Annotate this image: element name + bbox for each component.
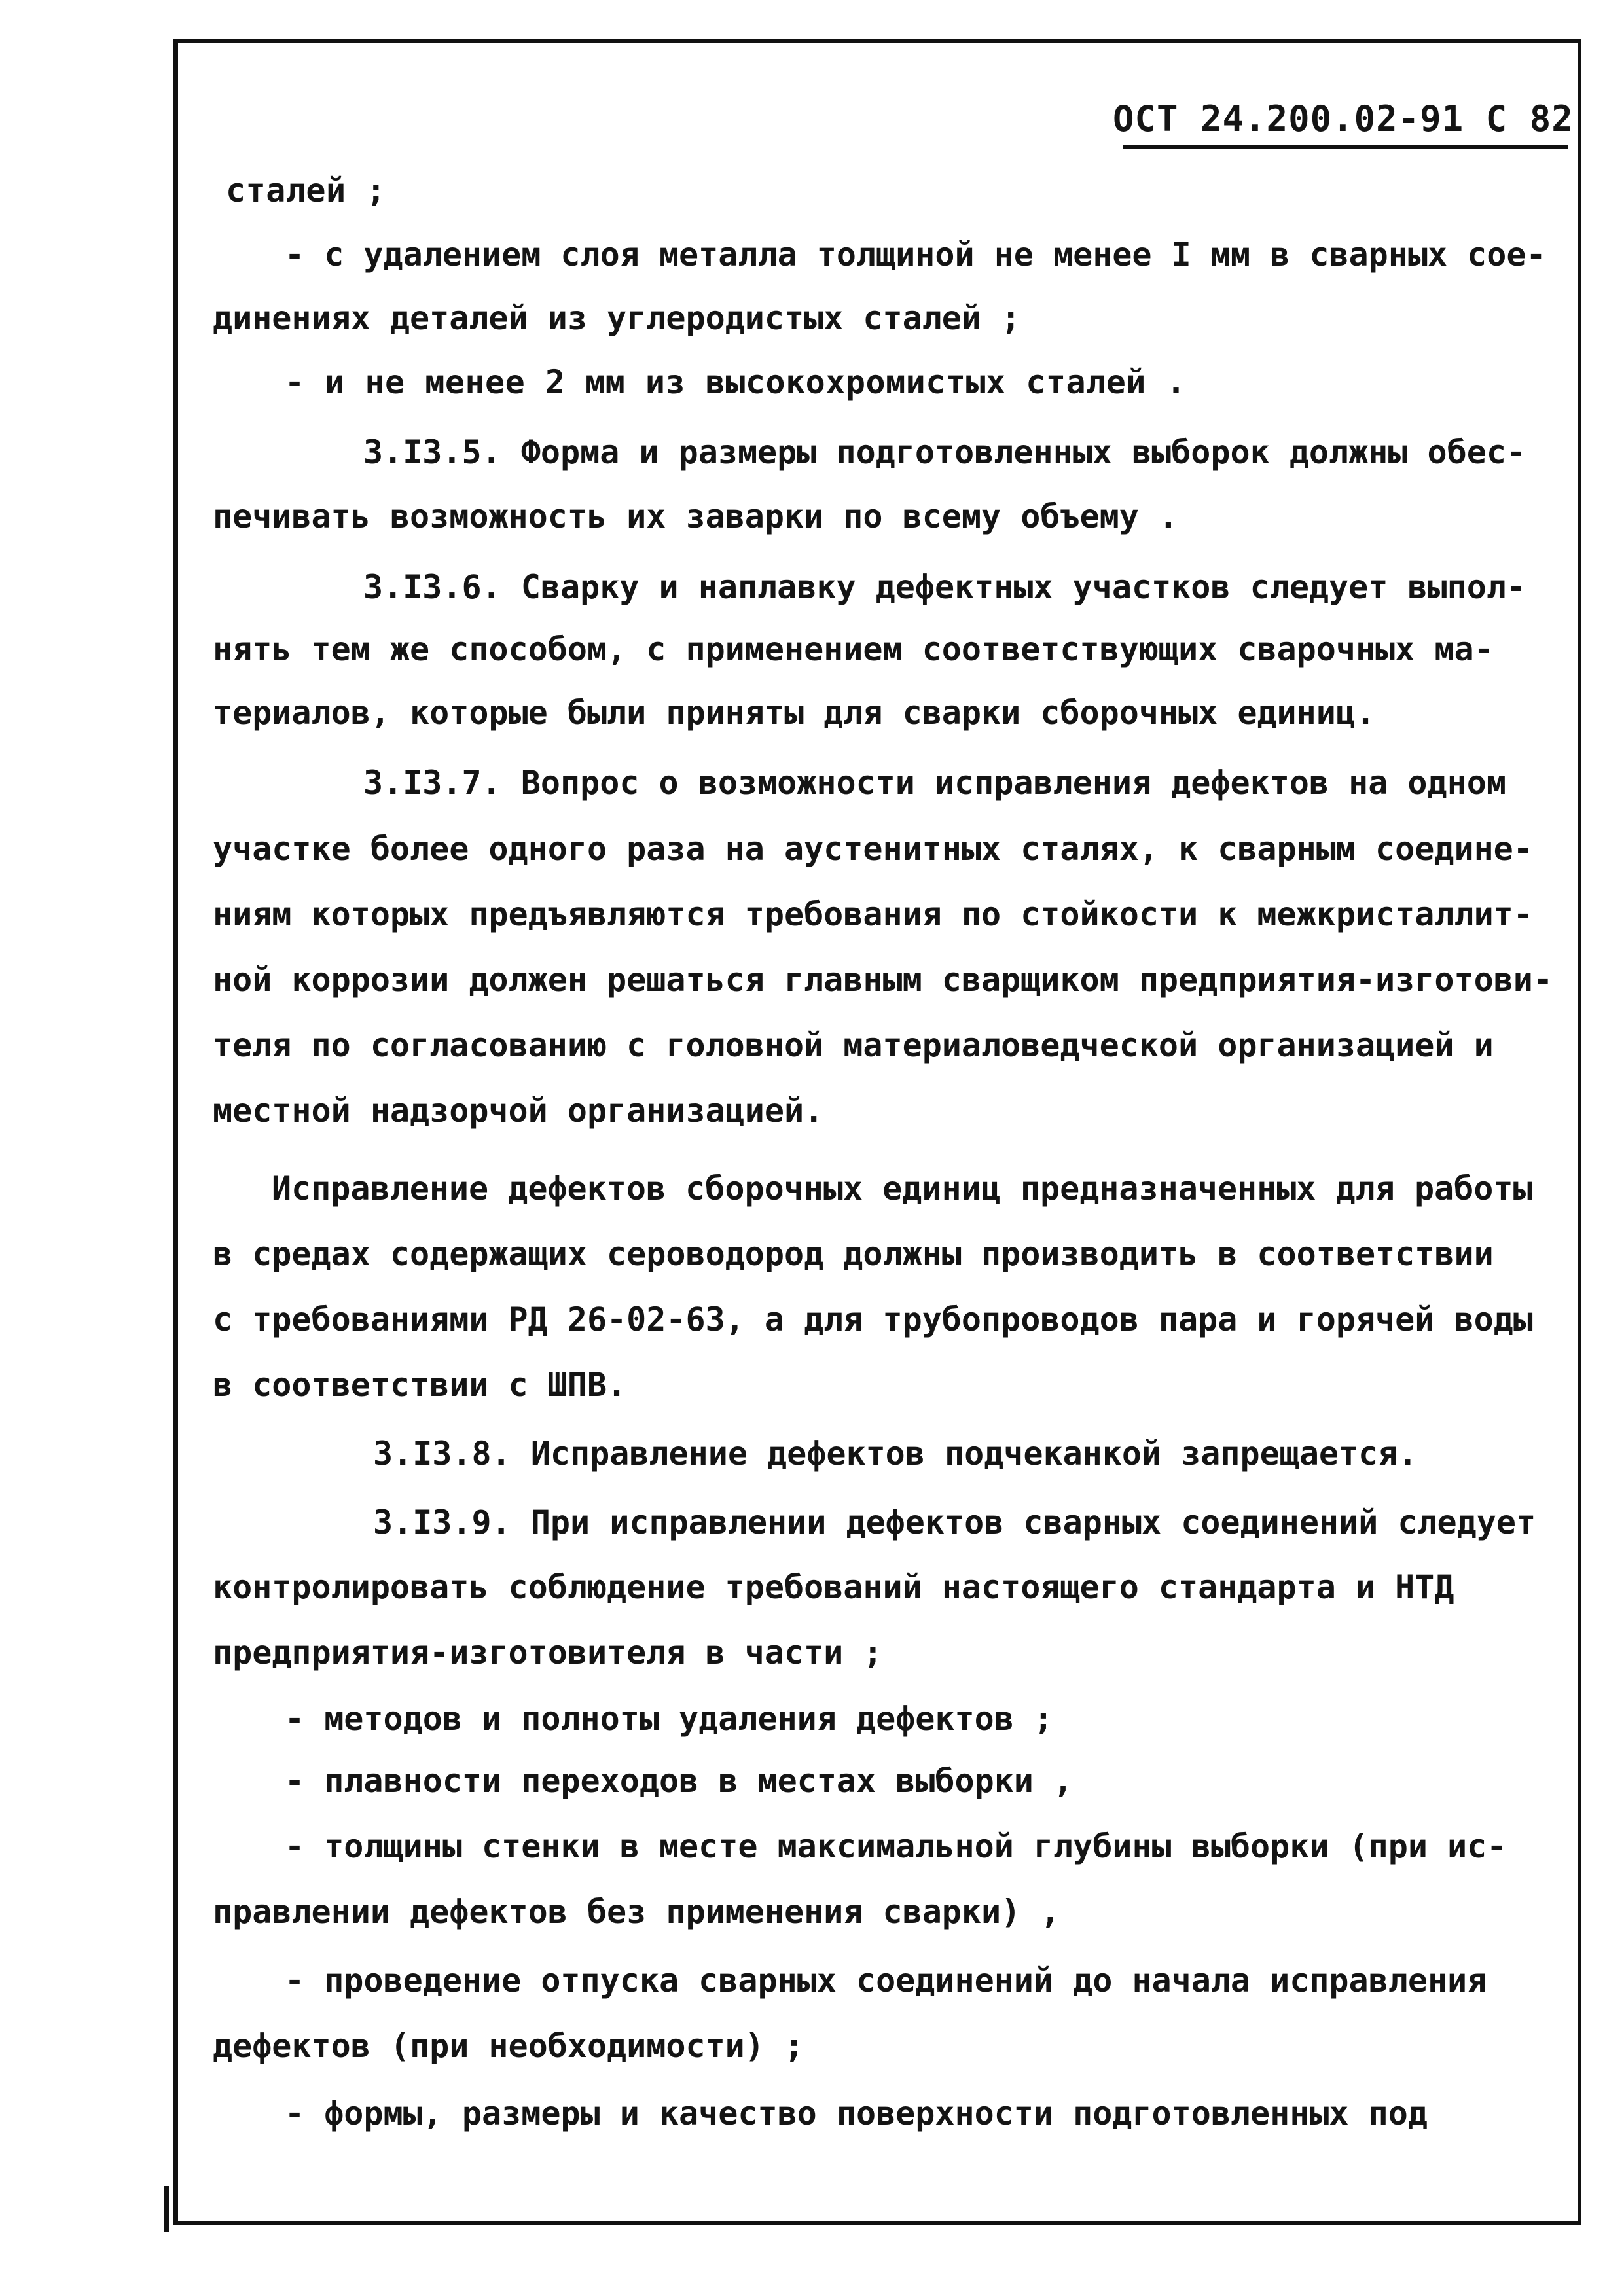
list-item: - формы, размеры и качество поверхности подготовленных под [285, 2094, 1428, 2132]
clause-3-13-9: 3.I3.9. При исправлении дефектов сварных соединений следует [373, 1503, 1536, 1541]
text-line: печивать возможность их заварки по всему объему . [213, 497, 1179, 535]
list-item: - толщины стенки в месте максимальной глубины выборки (при ис- [285, 1827, 1507, 1865]
text-line: с требованиями РД 26-02-63, а для трубопроводов пара и горячей воды [213, 1300, 1533, 1338]
text-line: местной надзорчой организацией. [213, 1092, 824, 1130]
text-line: сталей ; [226, 171, 386, 209]
text-line: правлении дефектов без применения сварки) , [213, 1893, 1060, 1931]
text-line: динениях деталей из углеродистых сталей ; [213, 299, 1021, 337]
list-item: - проведение отпуска сварных соединений до начала исправления [285, 1962, 1487, 2000]
text-line: предприятия-изготовителя в части ; [213, 1634, 883, 1672]
text-line: дефектов (при необходимости) ; [213, 2027, 804, 2065]
list-item: - плавности переходов в местах выборки , [285, 1762, 1074, 1800]
text-line: в средах содержащих сероводород должны производить в соответствии [213, 1235, 1494, 1273]
clause-3-13-6: 3.I3.6. Сварку и наплавку дефектных участков следует выпол- [363, 568, 1526, 606]
text-line: теля по согласованию с головной материаловедческой организацией и [213, 1026, 1494, 1064]
text-line: в соответствии с ШПВ. [213, 1366, 627, 1404]
list-item: - методов и полноты удаления дефектов ; [285, 1700, 1053, 1738]
text-line: участке более одного раза на аустенитных сталях, к сварным соедине- [213, 830, 1533, 868]
inserted-paragraph: Исправление дефектов сборочных единиц предназначенных для работы [272, 1170, 1533, 1208]
document-code: ОСТ 24.200.02-91 С 82 [1113, 98, 1574, 139]
text-line: контролировать соблюдение требований настоящего стандарта и НТД [213, 1568, 1454, 1606]
text-line: - и не менее 2 мм из высокохромистых сталей . [285, 363, 1187, 401]
text-line: - с удалением слоя металла толщиной не менее I мм в сварных сое- [285, 236, 1546, 274]
text-line: ниям которых предъявляются требования по стойкости к межкристаллит- [213, 895, 1533, 933]
text-line: ной коррозии должен решаться главным сварщиком предприятия-изготови- [213, 961, 1553, 999]
text-line: нять тем же способом, с применением соответствующих сварочных ма- [213, 630, 1494, 668]
clause-3-13-7: 3.I3.7. Вопрос о возможности исправления дефектов на одном [363, 764, 1506, 802]
clause-3-13-8: 3.I3.8. Исправление дефектов подчеканкой запрещается. [373, 1435, 1418, 1473]
text-line: териалов, которые были приняты для сварки сборочных единиц. [213, 694, 1376, 732]
margin-mark [164, 2186, 169, 2232]
clause-3-13-5: 3.I3.5. Форма и размеры подготовленных выборок должны обес- [363, 433, 1526, 471]
document-code-underline [1123, 145, 1568, 149]
